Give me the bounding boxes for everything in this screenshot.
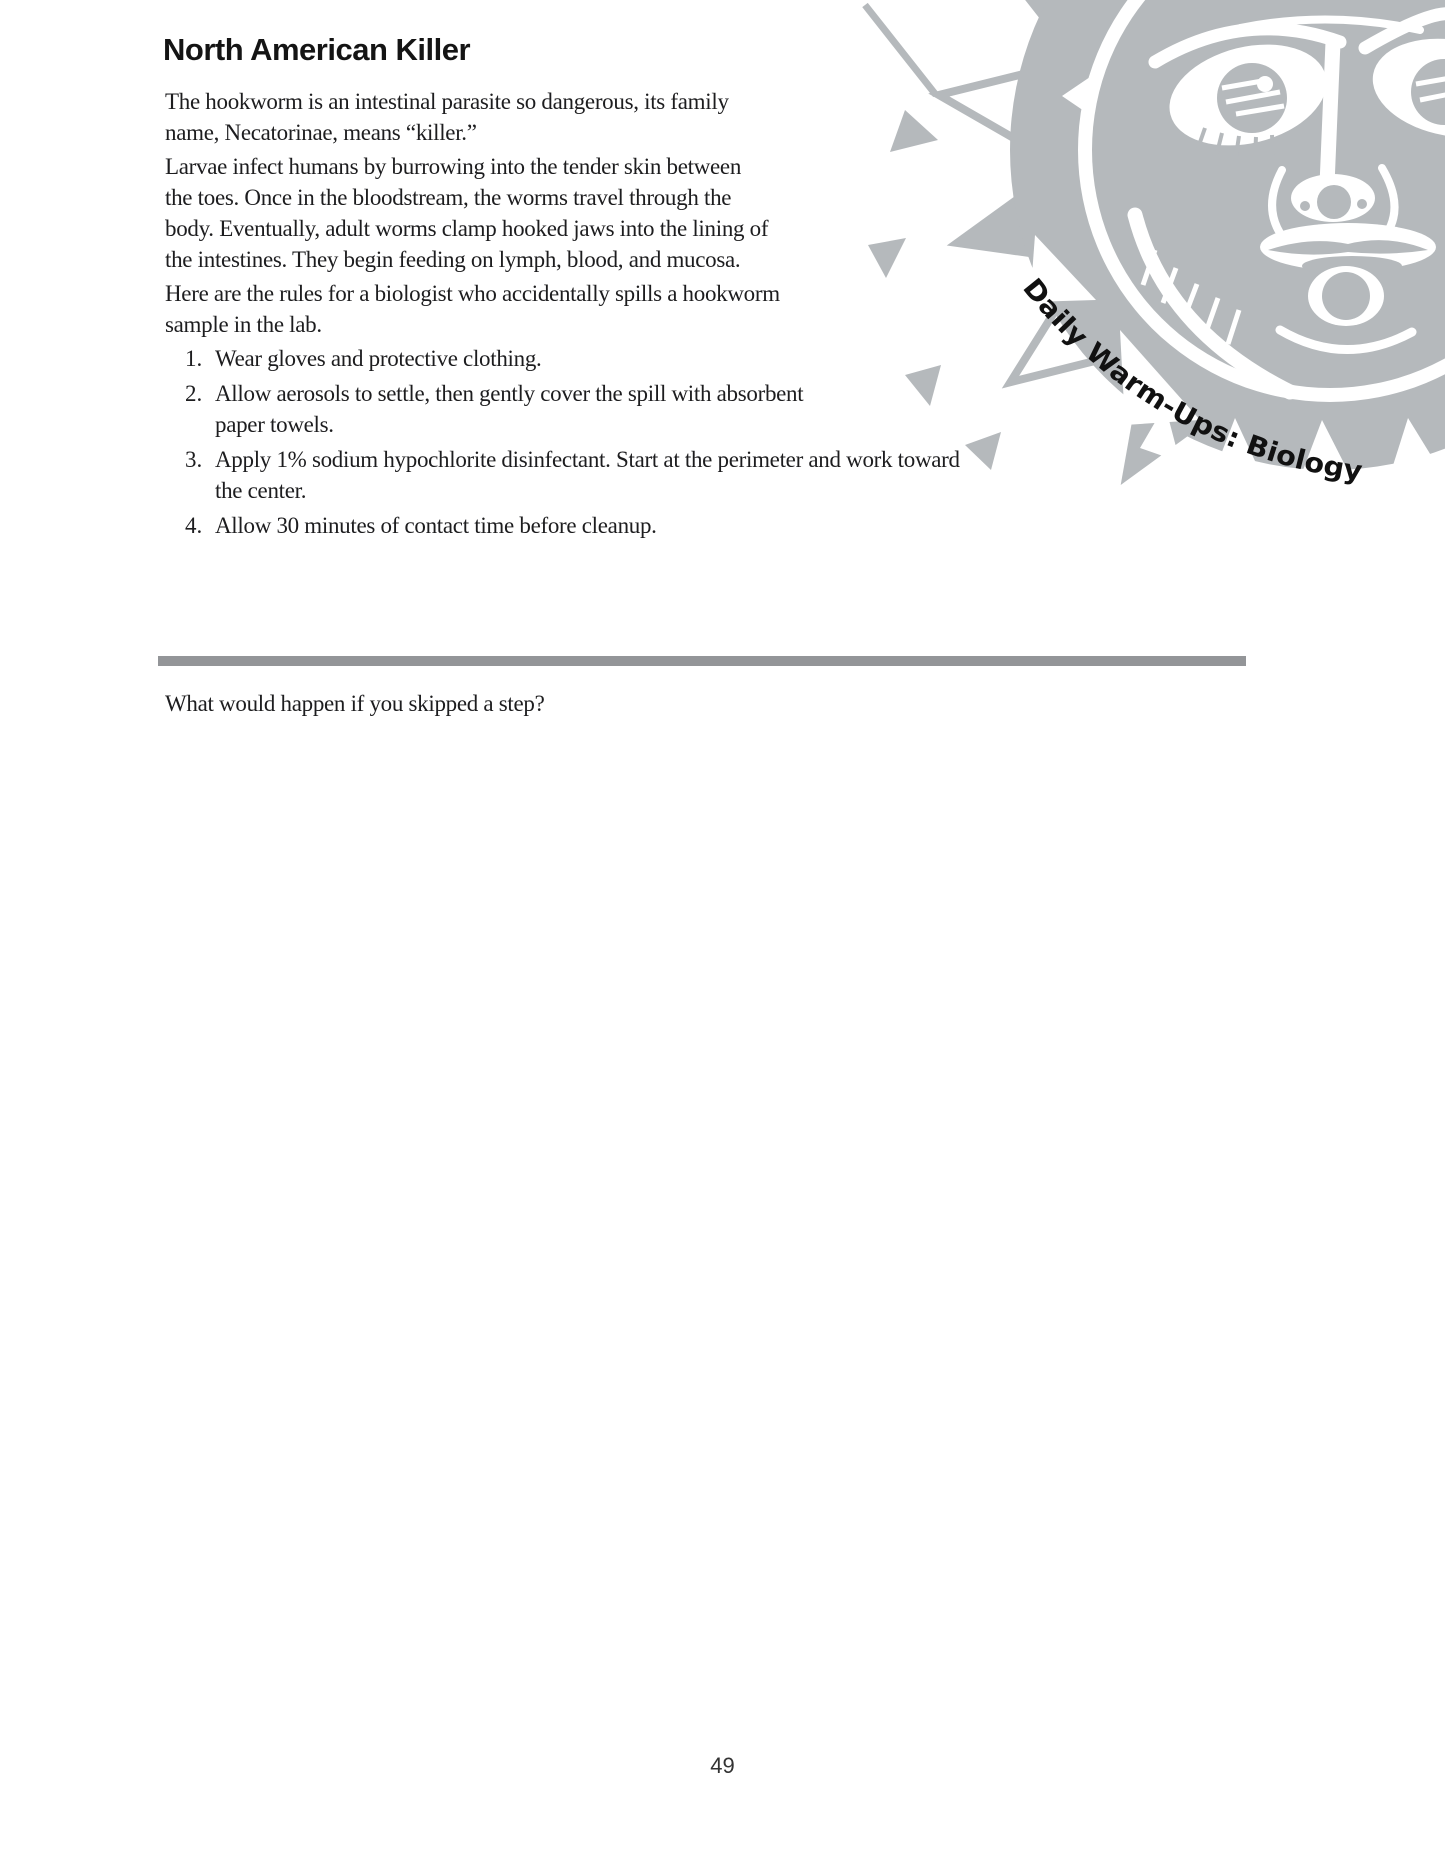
list-item-number: 2. — [185, 381, 203, 406]
page-number: 49 — [710, 1753, 735, 1778]
list-item: 1. Wear gloves and protective clothing. — [165, 343, 1345, 374]
intro-paragraph: The hookworm is an intestinal parasite so dangerous, its family name, Necatorinae, means “killer.” — [165, 89, 729, 145]
rules-intro-paragraph: Here are the rules for a biologist who accidentally spills a hookworm sample in the lab. — [165, 281, 780, 337]
rules-list — [165, 343, 1345, 541]
section-divider — [158, 656, 1246, 666]
list-item: 2. Allow aerosols to settle, then gently cover the spill with absorbent paper towels. — [165, 378, 1345, 440]
lesson-body — [165, 86, 1345, 545]
page-title: North American Killer — [163, 32, 471, 67]
warmup-question: What would happen if you skipped a step? — [165, 691, 545, 716]
list-item-number: 3. — [185, 447, 203, 472]
series-watermark-text: Daily Warm-Ups: Biology — [1016, 272, 1364, 488]
list-item: 4. Allow 30 minutes of contact time before cleanup. — [165, 510, 1345, 541]
list-item-number: 4. — [185, 513, 203, 538]
list-item-number: 1. — [185, 346, 203, 371]
list-item: 3. Apply 1% sodium hypochlorite disinfectant. Start at the perimeter and work toward the center. — [165, 444, 1345, 506]
larvae-paragraph: Larvae infect humans by burrowing into the tender skin between the toes. Once in the bloodstream, the worms travel through the body. Eventually, adult worms clamp hooked jaws into the lining of the intestines. They begin feeding on lymph, blood, and mucosa. — [165, 154, 769, 272]
